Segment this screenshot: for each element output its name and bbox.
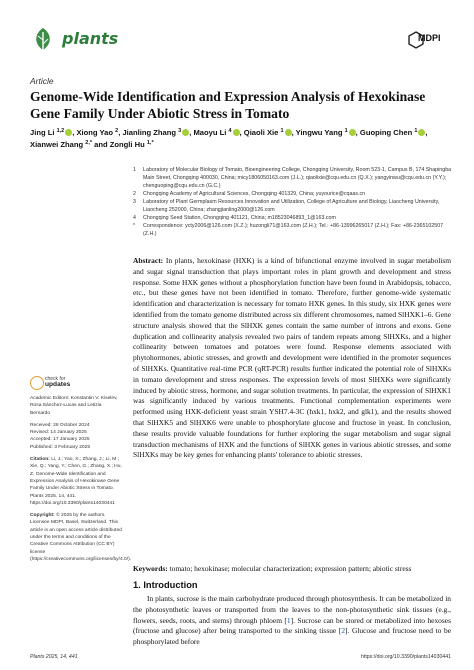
orcid-icon[interactable] xyxy=(182,129,189,136)
abstract-text: In plants, hexokinase (HXK) is a kind of bifunctional enzyme involved in sugar metabolism and sugar signal transduction that plays important roles in plant growth and development and stress response. Some HXK genes without a phosphorylation function have been found in Arabidopsis, tobacco, etc., but these genes have not been identified in tomato. Therefore, further genome-wide systematic identification and characterization is necessary for tomato HXK genes. In this study, six HXK genes were identified from the tomato genome distributed across six different chromosomes, named SlHXK1–6. Gene structure analysis showed that the SlHXK genes contain the same number of introns and exons. Gene duplication and collinearity analysis revealed two pairs of tandem repeats among SlHXKs, and a higher collinearity between tomatoes and potatoes were found. Response elements associated with phytohormones, abiotic stresses, and growth and development were identified in the promoter sequences of SlHXKs. Quantitative real-time PCR (qRT-PCR) results further indicated the potential role of SlHXKs in tomato development and stress responses. The expression levels of most SlHXKs were significantly induced by abiotic stress, hormone, and sugar solution treatments. In particular, the expression of SlHXK1 was significantly induced by various treatments. Functional complementation experiments were performed using HXK-deficient yeast strain YSH7.4-3C (hxk1, hxk2, and glk1), and the results showed that SlHXK5 and SlHXK6 were unable to phosphorylate glucose and fructose in yeast. In conclusion, these results provide valuable foundations for further exploring the sugar metabolism and sugar signal transduction mechanisms of HXK and the functions of SlHXK genes in various abiotic stresses, and some SlHXKs may be key genes for enhancing plants' tolerance to abiotic stresses. xyxy=(133,256,452,460)
affiliation-item: 1 Laboratory of Molecular Biology of Tomato, Bioengineering College, Chongqing University, Room 523-1, Campus B, 174 Shapingba Main Street, Chongqing 400030, China; micy1806050163.com (J.L.); qiaolixie@cqu.edu.cn (Q.X.); yangyinwu@cqu.edu.cn (Y.Y.); chenguoping@cqu.edu.cn (G.C.) xyxy=(133,167,452,189)
author-name[interactable]: Qiaoli Xie $^1$ xyxy=(244,128,292,137)
reference-link[interactable]: 1 xyxy=(286,615,291,625)
received-date: Received: 28 October 2024 xyxy=(30,422,90,428)
author-name[interactable]: Zongli Hu $^{1,*}$ xyxy=(109,140,154,149)
section-heading-introduction: 1. Introduction xyxy=(133,580,198,590)
author-name[interactable]: Yingwu Yang $^1$ xyxy=(296,128,356,137)
check-for-updates-icon[interactable] xyxy=(30,376,44,390)
author-name[interactable]: Maoyu Li $^4$ xyxy=(193,128,239,137)
published-date: Published: 3 February 2025 xyxy=(30,444,91,450)
academic-editors: Academic Editors: Konstantin V. Kiselev, Rosa Sánchez-Lucas and Letizia Bernardo xyxy=(30,396,118,416)
affiliation-item: 2 Chongqing Academy of Agricultural Sciences, Chongqing 401329, China; yuyourice@cqaas.cn xyxy=(133,191,366,197)
orcid-icon[interactable] xyxy=(418,129,425,136)
reference-link[interactable]: 2 xyxy=(341,626,346,636)
publisher-name: MDPI xyxy=(418,33,441,43)
journal-name[interactable]: plants xyxy=(62,29,119,48)
keywords-text: tomato; hexokinase; molecular characterization; expression pattern; abiotic stress xyxy=(169,564,412,573)
citation: Citation: Li, J.; Yao, X.; Zhang, J.; Li, M.; Xie, Q.; Yang, Y.; Chen, G.; Zhang, X.; Hu, Z. Genome-Wide Identification and Expression Analysis of Hexokinase Gene Family Under Abiotic Stress in Tomato. Plants 2025, 14, 441. https://doi.org/10.3390/plants14030441 xyxy=(30,457,122,506)
article-type: Article xyxy=(30,76,54,86)
article-sidebar xyxy=(30,395,132,568)
revised-date: Revised: 14 January 2025 xyxy=(30,430,87,436)
author-name[interactable]: Guoping Chen $^1$ xyxy=(360,128,425,137)
author-name[interactable]: Jianling Zhang $^3$ xyxy=(122,128,189,137)
accepted-date: Accepted: 17 January 2025 xyxy=(30,437,90,443)
introduction-body: In plants, sucrose is the main carbohydrate produced through photosynthesis. It can be metabolized in the photosynthetic leaves or transported from the leaves to the non-photosynthetic sink tissues (e.g., flowers, seeds, roots, and stems) through phloem [1]. Sucrose can be stored or metabolized into hexoses (fructose and glucose) after being transported to the sinking tissue [2]. Glucose and fructose need to be phosphorylated before xyxy=(133,594,451,647)
footer-citation: Plants 2025, 14, 441 xyxy=(30,654,78,660)
abstract-label: Abstract: xyxy=(133,256,164,265)
affiliation-item: 3 Laboratory of Plant Germplasm Resources Innovation and Utilization, College of Agriculture and Biology, Liaocheng University, Liaocheng 252000, China; zhangjianling2000@126.com xyxy=(133,199,440,213)
abstract xyxy=(133,256,451,461)
author-name[interactable]: Xiong Yao $^2$ xyxy=(76,128,119,137)
footer-doi-link[interactable]: https://doi.org/10.3390/plants14030441 xyxy=(361,654,451,660)
orcid-icon[interactable] xyxy=(65,129,72,136)
keywords xyxy=(133,564,451,575)
author-name[interactable]: Jing Li $^{1,2}$ xyxy=(30,128,72,137)
affiliations xyxy=(133,166,453,238)
check-for-updates-label[interactable]: check for updates xyxy=(45,376,71,388)
orcid-icon[interactable] xyxy=(285,129,292,136)
paper-title: Genome-Wide Identification and Expression Analysis of Hexokinase Gene Family Under Abiotic Stress in Tomato xyxy=(30,89,426,121)
author-name[interactable]: Xianwei Zhang $^{2,*}$ xyxy=(30,140,93,149)
keywords-label: Keywords: xyxy=(133,564,168,573)
copyright: Copyright: © 2025 by the authors. Licensee MDPI, Basel, Switzerland. This article is an open access article distributed under the terms and conditions of the Creative Commons Attribution (CC BY) license (https://creativecommons.org/licenses/by/4.0/). xyxy=(30,513,132,562)
orcid-icon[interactable] xyxy=(349,129,356,136)
orcid-icon[interactable] xyxy=(233,129,240,136)
affiliation-item: * Correspondence: ycty2006@126.com (X.Z.); huzongli71@163.com (Z.H.); Tel.: +86-13996265017 (Z.H.); Fax: +86-2365102507 (Z.H.) xyxy=(133,223,444,237)
affiliation-item: 4 Chongqing Seed Station, Chongqing 401121, China; m18523046893_1@163.com xyxy=(133,215,336,221)
journal-leaf-logo xyxy=(30,26,56,52)
author-list: Jing Li $^{1,2}$ , Xiong Yao $^2$, Jianling Zhang $^3$ , Maoyu Li $^4$ , Qiaoli Xie $^1$ , Yingwu Yang $^1$ , Guoping Chen $^1$ , Xianwei Zhang $^{2,*}$ and Zongli Hu $^{1,*}$ xyxy=(30,128,428,149)
